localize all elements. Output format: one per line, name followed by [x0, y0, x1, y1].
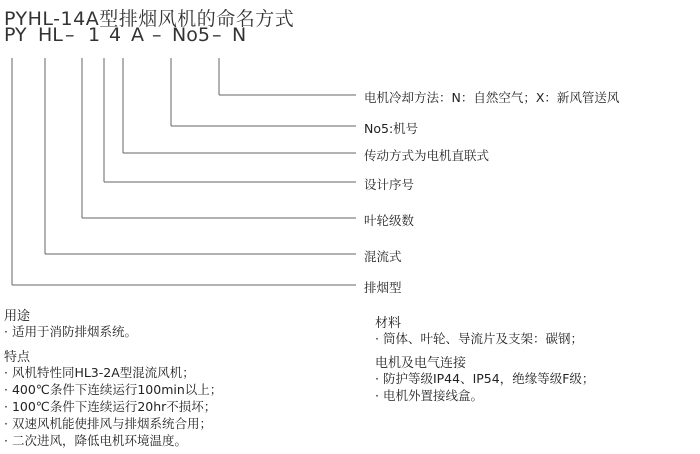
feature-item: · 双速风机能使排风与排烟系统合用；: [4, 416, 212, 431]
legend-cooling: 电机冷却方法：N：自然空气；X：新风管送风: [364, 90, 620, 105]
page-title: PYHL-14A型排烟风机的命名方式: [4, 8, 295, 30]
materials-heading: 材料: [375, 316, 402, 331]
code-part-a: A: [131, 24, 144, 46]
code-part-py: PY: [4, 24, 27, 46]
code-part-no5: No5: [172, 24, 210, 46]
legend-machine-no: No5:机号: [364, 121, 419, 136]
features-heading: 特点: [4, 350, 31, 365]
feature-item: · 风机特性同HL3-2A型混流风机；: [4, 365, 195, 380]
code-dash-3: –: [212, 24, 222, 46]
code-part-4: 4: [109, 24, 122, 46]
legend-drive: 传动方式为电机直联式: [364, 148, 490, 163]
materials-item: · 筒体、叶轮、导流片及支架：碳钢；: [375, 331, 583, 346]
code-dash-2: –: [152, 24, 162, 46]
feature-item: · 二次进风，降低电机环境温度。: [4, 433, 187, 448]
code-part-hl: HL: [38, 24, 63, 46]
legend-design-serial: 设计序号: [364, 177, 415, 192]
legend-impeller-stages: 叶轮级数: [364, 213, 415, 228]
feature-item: · 400℃条件下连续运行100min以上；: [4, 382, 223, 397]
code-dash-1: –: [65, 24, 75, 46]
legend-smoke-exhaust: 排烟型: [364, 280, 402, 295]
code-part-1: 1: [88, 24, 101, 46]
feature-item: · 100℃条件下连续运行20hr不损坏；: [4, 399, 217, 414]
electrical-heading: 电机及电气连接: [375, 356, 467, 371]
electrical-item: · 防护等级IP44、IP54，绝缘等级F级；: [375, 371, 595, 386]
usage-item: · 适用于消防排烟系统。: [4, 324, 137, 339]
usage-heading: 用途: [4, 309, 31, 324]
electrical-item: · 电机外置接线盒。: [375, 388, 483, 403]
code-part-n: N: [232, 24, 247, 46]
legend-mixed-flow: 混流式: [364, 249, 402, 264]
